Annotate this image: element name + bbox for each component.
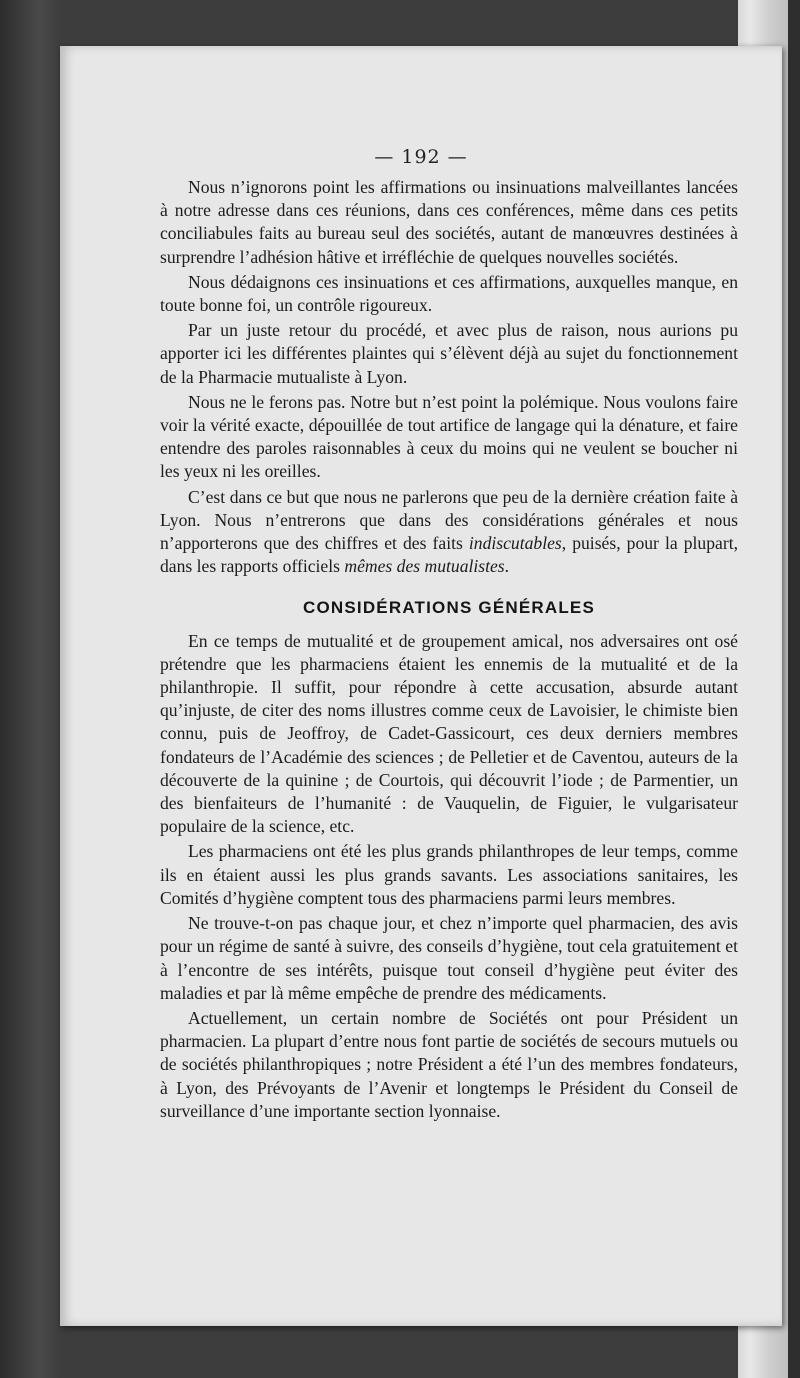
paragraph-4: Nous ne le ferons pas. Notre but n’est point la polémique. Nous voulons faire voir la vérité exacte, dépouillée de tout artifice de langage qui la dénature, et faire entendre des paroles raisonnables à ceux du moins qui ne veulent se boucher ni les yeux ni les oreilles. (160, 391, 738, 482)
paragraph-5-text-b: , puisés, pour la plupart, dans les rapports officiels (160, 533, 738, 577)
scan-border (788, 0, 800, 1378)
paragraph-3: Par un juste retour du procédé, et avec plus de raison, nous aurions pu apporter ici les différentes plaintes qui s’élèvent déjà au sujet du fonctionnement de la Pharmacie mutualiste à Lyon. (160, 320, 738, 387)
section-heading: CONSIDÉRATIONS GÉNÉRALES (302, 598, 595, 618)
book-page (60, 46, 782, 1326)
paragraph-2: Nous dédaignons ces insinuations et ces affirmations, auxquelles manque, en toute bonne foi, un contrôle rigoureux. (160, 271, 738, 316)
paragraph-5-italic-a: indiscutables (468, 533, 562, 554)
paragraph-9: Actuellement, un certain nombre de Sociétés ont pour Président un pharmacien. La plupart d’entre nous font partie de sociétés de secours mutuels ou de sociétés philanthropiques ; notre Président a été l’un des membres fondateurs, à Lyon, des Prévoyants de l’Avenir et longtemps le Président du Conseil de surveillance d’une importante section lyonnaise. (160, 1007, 738, 1121)
paragraph-7: Les pharmaciens ont été les plus grands philanthropes de leur temps, comme ils en étaient aussi les plus grands savants. Les associations sanitaires, les Comités d’hygiène comptent tous des pharmaciens parmi leurs membres. (160, 841, 738, 908)
paragraph-5-text-c: . (504, 556, 510, 577)
paragraph-5 (160, 486, 738, 579)
paragraph-5-text-a: C’est dans ce but que nous ne parlerons que peu de la dernière création faite à Lyon. Nous n’entrerons que dans des considérations générales et nous n’apporterons que des chiffres et des faits (160, 486, 738, 554)
paragraph-5-italic-b: mêmes des mutualistes (344, 556, 505, 577)
paragraph-1: Nous n’ignorons point les affirmations ou insinuations malveillantes lancées à notre adresse dans ces réunions, dans ces conférences, même dans ces petits conciliabules faits au bureau seul des sociétés, autant de manœuvres destinées à surprendre l’adhésion hâtive et irréfléchie de quelques nouvelles sociétés. (160, 177, 738, 267)
page-body (160, 174, 738, 1123)
page-number: — 192 — (374, 146, 468, 168)
paragraph-8: Ne trouve-t-on pas chaque jour, et chez n’importe quel pharmacien, des avis pour un régime de santé à suivre, des conseils d’hygiène, tout cela gratuitement et à l’encontre de ses intérêts, puisque tout conseil d’hygiène peut éviter des maladies et par là même empêche de prendre des médicaments. (160, 913, 738, 1003)
paragraph-6: En ce temps de mutualité et de groupement amical, nos adversaires ont osé prétendre que les pharmaciens étaient les ennemis de la mutualité et de la philanthropie. Il suffit, pour répondre à cette accusation, absurde autant qu’injuste, de citer des noms illustres comme ceux de Lavoisier, le chimiste bien connu, puis de Jeoffroy, de Cadet-Gassicourt, ces deux derniers membres fondateurs de l’Académie des sciences ; de Pelletier et de Caventou, auteurs de la découverte de la quinine ; de Courtois, qui découvrit l’iode ; de Parmentier, un des bienfaiteurs de l’humanité : de Vauquelin, de Figuier, le vulgarisateur populaire de la science, etc. (160, 630, 738, 837)
